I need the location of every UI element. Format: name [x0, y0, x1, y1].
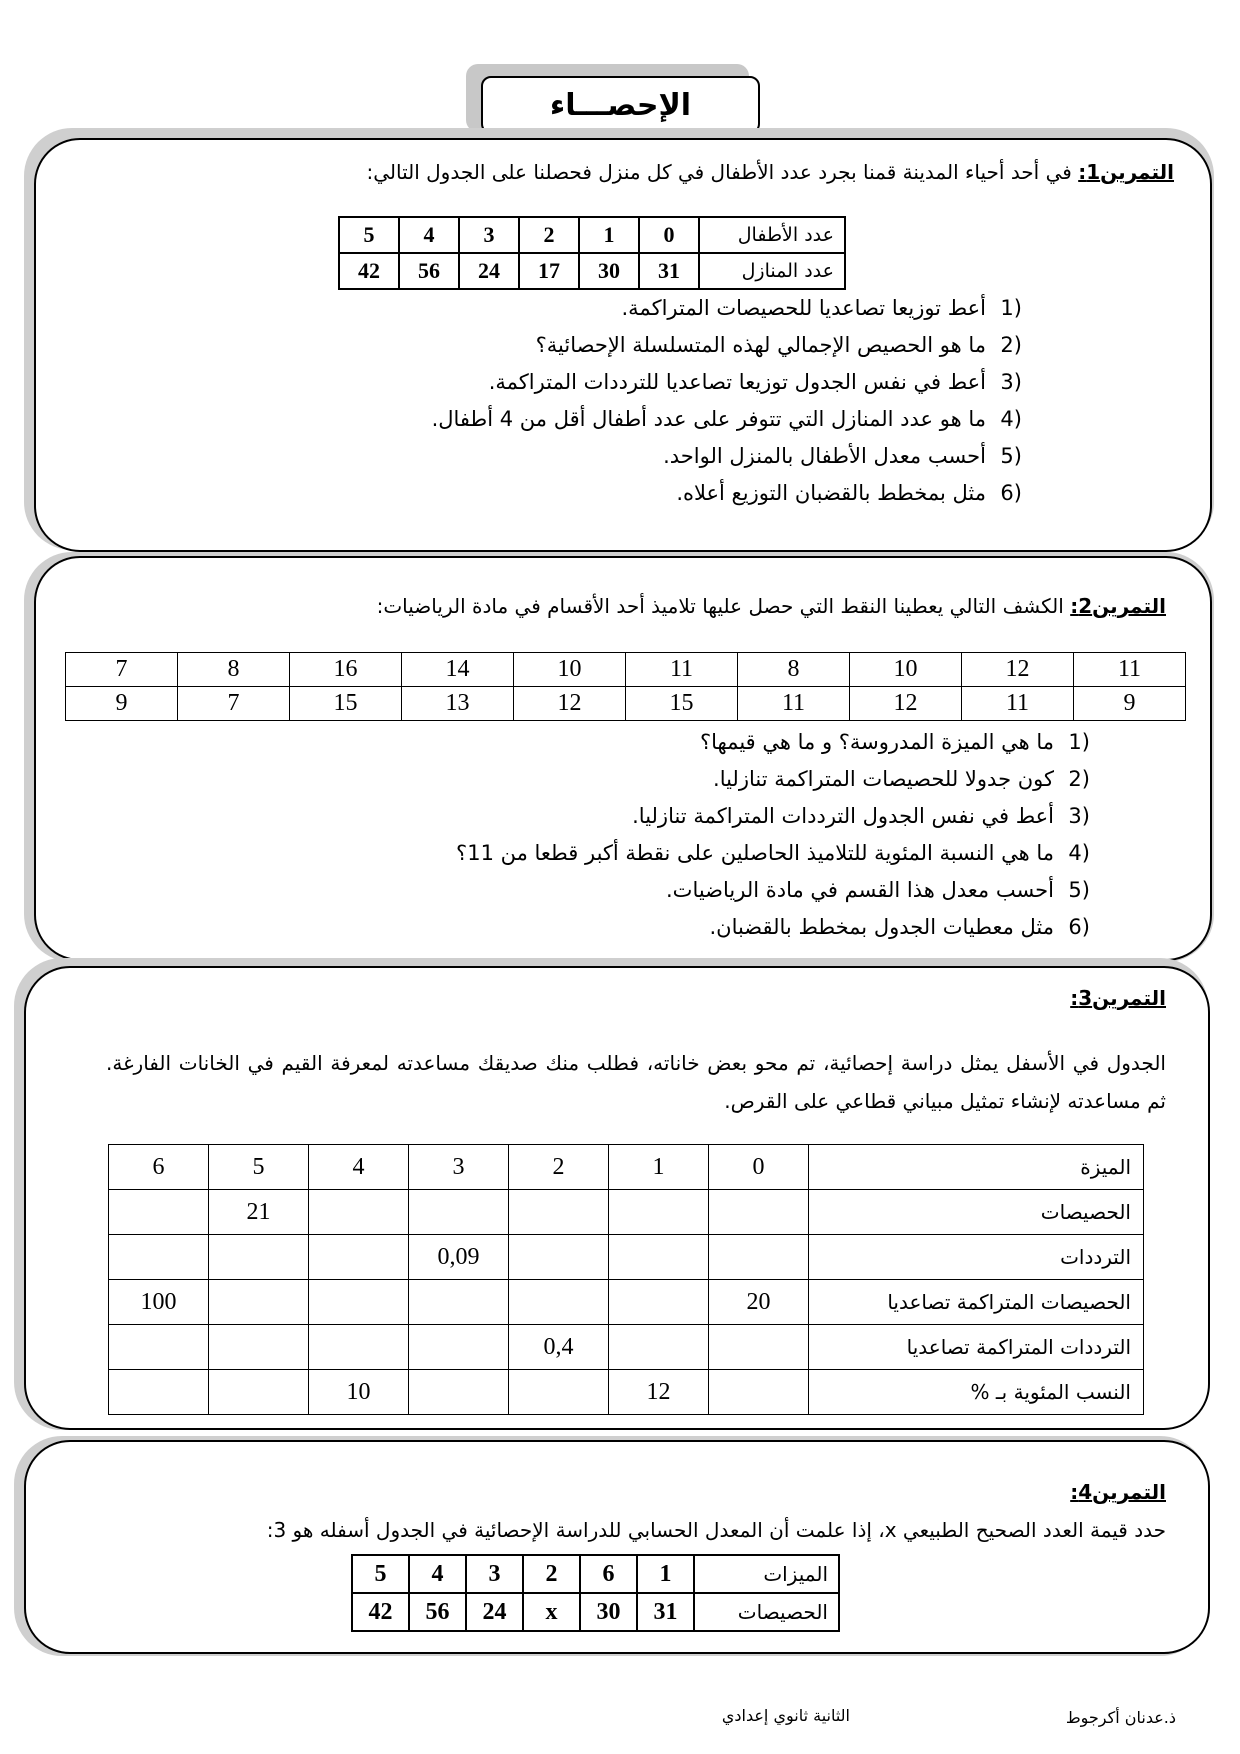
row-label: الحصيصات المتراكمة تصاعديا [809, 1280, 1144, 1325]
exercise-3-panel [24, 966, 1210, 1430]
exercise-4-panel [24, 1440, 1210, 1654]
table-cell: 0 [639, 217, 699, 253]
table-cell: 4 [309, 1145, 409, 1190]
exercise-4-label: التمرين4: [1070, 1480, 1166, 1504]
table-cell: 4 [399, 217, 459, 253]
question-text: مثل معطيات الجدول بمخطط بالقضبان. [709, 915, 1054, 939]
table-cell: 31 [637, 1593, 694, 1631]
table-cell [609, 1280, 709, 1325]
table-cell: 12 [514, 687, 626, 721]
table-cell: 1 [579, 217, 639, 253]
list-item [456, 835, 1090, 872]
exercise-3-text: الجدول في الأسفل يمثل دراسة إحصائية، تم محو بعض خاناته، فطلب منك صديقك مساعدته لمعرفة القيم في الخانات الفارغة. ثم مساعدته لإنشاء تمثيل مبياني قطاعي على القرص. [106, 1051, 1166, 1113]
question-text: أعط في نفس الجدول الترددات المتراكمة تنازليا. [632, 804, 1054, 828]
table-cell [109, 1370, 209, 1415]
table-cell: 12 [850, 687, 962, 721]
table-cell [309, 1190, 409, 1235]
table-cell [709, 1235, 809, 1280]
table-cell [209, 1370, 309, 1415]
table-cell: 5 [352, 1555, 409, 1593]
question-text: ما هي الميزة المدروسة؟ و ما هي قيمها؟ [699, 730, 1054, 754]
table-cell [209, 1280, 309, 1325]
question-number: (5 [1068, 878, 1090, 902]
table-row [109, 1325, 1144, 1370]
question-number: (3 [1068, 804, 1090, 828]
table-cell [509, 1235, 609, 1280]
question-number: (3 [1000, 370, 1022, 394]
table-cell: 9 [66, 687, 178, 721]
question-number: (6 [1068, 915, 1090, 939]
exercise-2-heading [377, 594, 1166, 618]
exercise-2-table [65, 652, 1186, 721]
table-cell: 6 [580, 1555, 637, 1593]
row-label: عدد المنازل [699, 253, 845, 289]
table-row [109, 1370, 1144, 1415]
table-cell: 0,09 [409, 1235, 509, 1280]
question-text: ما هو عدد المنازل التي تتوفر على عدد أطفال أقل من 4 أطفال. [431, 407, 986, 431]
table-row [109, 1145, 1144, 1190]
table-cell: 17 [519, 253, 579, 289]
table-cell: 10 [514, 653, 626, 687]
table-cell: 5 [209, 1145, 309, 1190]
row-label: الترددات المتراكمة تصاعديا [809, 1325, 1144, 1370]
table-cell: 0,4 [509, 1325, 609, 1370]
table-cell [109, 1235, 209, 1280]
table-cell [409, 1190, 509, 1235]
table-cell [309, 1280, 409, 1325]
table-cell: 11 [962, 687, 1074, 721]
table-cell: 30 [580, 1593, 637, 1631]
table-cell [409, 1325, 509, 1370]
exercise-1-label: التمرين1: [1078, 160, 1174, 184]
question-text: كون جدولا للحصيصات المتراكمة تنازليا. [713, 767, 1054, 791]
table-cell: 1 [637, 1555, 694, 1593]
question-number: (4 [1000, 407, 1022, 431]
table-cell [109, 1325, 209, 1370]
table-cell [509, 1190, 609, 1235]
footer-level: الثانية ثانوي إعدادي [721, 1706, 850, 1725]
table-row [109, 1190, 1144, 1235]
table-cell: 10 [309, 1370, 409, 1415]
table-cell: 100 [109, 1280, 209, 1325]
table-cell: 31 [639, 253, 699, 289]
table-cell: 13 [402, 687, 514, 721]
table-cell: 5 [339, 217, 399, 253]
exercise-2-questions [456, 724, 1090, 946]
exercise-3-heading [1070, 986, 1166, 1010]
table-cell: 7 [66, 653, 178, 687]
exercise-1-questions [432, 290, 1022, 512]
table-row [352, 1593, 839, 1631]
table-cell: 24 [466, 1593, 523, 1631]
list-item [456, 761, 1090, 798]
question-text: ما هي النسبة المئوية للتلاميذ الحاصلين على نقطة أكبر قطعا من 11؟ [456, 841, 1054, 865]
table-row [339, 217, 845, 253]
table-cell: 6 [109, 1145, 209, 1190]
table-cell: 16 [290, 653, 402, 687]
table-cell: 11 [626, 653, 738, 687]
table-cell: 15 [626, 687, 738, 721]
exercise-3-label: التمرين3: [1070, 986, 1166, 1010]
table-cell: 20 [709, 1280, 809, 1325]
exercise-2-panel [34, 556, 1212, 961]
question-number: (2 [1068, 767, 1090, 791]
page-title: الإحصـــاء [481, 76, 760, 134]
question-number: (6 [1000, 481, 1022, 505]
table-cell [709, 1190, 809, 1235]
exercise-3-table [108, 1144, 1144, 1415]
list-item [456, 724, 1090, 761]
table-cell: 4 [409, 1555, 466, 1593]
table-cell: 3 [466, 1555, 523, 1593]
exercise-4-table [351, 1554, 840, 1632]
table-cell: x [523, 1593, 580, 1631]
exercise-1-heading [367, 160, 1174, 184]
table-cell [309, 1325, 409, 1370]
table-cell: 1 [609, 1145, 709, 1190]
question-text: أحسب معدل الأطفال بالمنزل الواحد. [663, 444, 986, 468]
exercise-1-panel [34, 138, 1212, 552]
table-cell: 9 [1074, 687, 1186, 721]
question-text: مثل بمخطط بالقضبان التوزيع أعلاه. [676, 481, 986, 505]
question-text: أحسب معدل هذا القسم في مادة الرياضيات. [666, 878, 1054, 902]
exercise-4-heading [1070, 1480, 1166, 1504]
table-cell [709, 1370, 809, 1415]
table-cell [609, 1325, 709, 1370]
table-cell [609, 1190, 709, 1235]
exercise-2-text: الكشف التالي يعطينا النقط التي حصل عليها تلاميذ أحد الأقسام في مادة الرياضيات: [376, 594, 1071, 618]
table-cell [109, 1190, 209, 1235]
table-cell: 42 [339, 253, 399, 289]
table-row [66, 653, 1186, 687]
row-label: الحصيصات [694, 1593, 839, 1631]
footer-author: ذ.عدنان أكرجوط [1065, 1708, 1176, 1727]
list-item [432, 327, 1022, 364]
table-cell [509, 1280, 609, 1325]
table-cell: 3 [409, 1145, 509, 1190]
table-cell: 11 [1074, 653, 1186, 687]
question-number: (2 [1000, 333, 1022, 357]
table-cell [209, 1325, 309, 1370]
exercise-4-text: حدد قيمة العدد الصحيح الطبيعي x، إذا علمت أن المعدل الحسابي للدراسة الإحصائية في الجدول أسفله هو 3: [266, 1518, 1166, 1542]
table-row [109, 1280, 1144, 1325]
table-cell: 56 [409, 1593, 466, 1631]
table-cell [409, 1370, 509, 1415]
exercise-1-text: في أحد أحياء المدينة قمنا بجرد عدد الأطفال في كل منزل فحصلنا على الجدول التالي: [366, 160, 1079, 184]
table-cell [309, 1235, 409, 1280]
exercise-2-label: التمرين2: [1070, 594, 1166, 618]
table-cell: 12 [609, 1370, 709, 1415]
table-cell: 2 [519, 217, 579, 253]
list-item [432, 475, 1022, 512]
table-row [339, 253, 845, 289]
table-cell: 3 [459, 217, 519, 253]
table-cell [609, 1235, 709, 1280]
table-cell: 15 [290, 687, 402, 721]
row-label: الترددات [809, 1235, 1144, 1280]
exercise-1-table [338, 216, 846, 290]
question-number: (1 [1000, 296, 1022, 320]
table-cell [409, 1280, 509, 1325]
question-number: (5 [1000, 444, 1022, 468]
table-cell: 8 [178, 653, 290, 687]
row-label: الحصيصات [809, 1190, 1144, 1235]
table-cell: 11 [738, 687, 850, 721]
table-cell: 42 [352, 1593, 409, 1631]
table-cell: 10 [850, 653, 962, 687]
list-item [432, 364, 1022, 401]
list-item [432, 401, 1022, 438]
list-item [456, 872, 1090, 909]
table-cell: 21 [209, 1190, 309, 1235]
table-cell: 14 [402, 653, 514, 687]
row-label: عدد الأطفال [699, 217, 845, 253]
table-row [66, 687, 1186, 721]
list-item [432, 438, 1022, 475]
table-cell: 8 [738, 653, 850, 687]
question-number: (1 [1068, 730, 1090, 754]
row-label: النسب المئوية بـ % [809, 1370, 1144, 1415]
table-cell [709, 1325, 809, 1370]
table-cell: 2 [523, 1555, 580, 1593]
row-label: الميزة [809, 1145, 1144, 1190]
table-row [352, 1555, 839, 1593]
question-text: أعط في نفس الجدول توزيعا تصاعديا للترددات المتراكمة. [488, 370, 986, 394]
table-cell [509, 1370, 609, 1415]
list-item [456, 798, 1090, 835]
table-cell: 7 [178, 687, 290, 721]
question-text: أعط توزيعا تصاعديا للحصيصات المتراكمة. [621, 296, 986, 320]
row-label: الميزات [694, 1555, 839, 1593]
table-cell: 12 [962, 653, 1074, 687]
table-cell: 2 [509, 1145, 609, 1190]
table-cell [209, 1235, 309, 1280]
list-item [432, 290, 1022, 327]
table-cell: 0 [709, 1145, 809, 1190]
table-cell: 30 [579, 253, 639, 289]
question-text: ما هو الحصيص الإجمالي لهذه المتسلسلة الإحصائية؟ [535, 333, 986, 357]
table-cell: 24 [459, 253, 519, 289]
table-cell: 56 [399, 253, 459, 289]
table-row [109, 1235, 1144, 1280]
question-number: (4 [1068, 841, 1090, 865]
list-item [456, 909, 1090, 946]
